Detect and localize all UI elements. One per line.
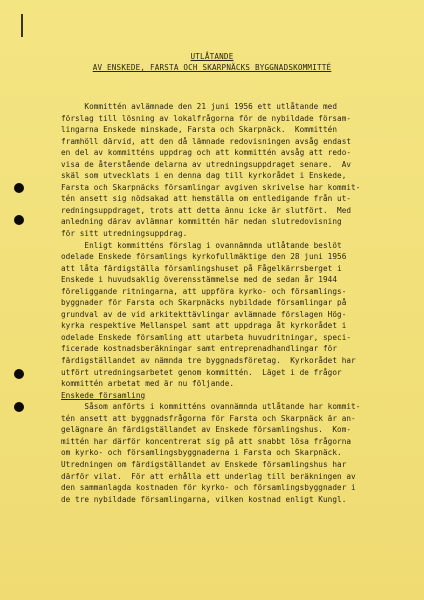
text-line: om kyrko- och församlingsbyggnaderna i Farsta och Skarpnäck. bbox=[61, 448, 342, 458]
punch-hole bbox=[14, 215, 24, 225]
text-line: lingarna Enskede minskade, Farsta och Skarpnäck. Kommittén bbox=[61, 125, 338, 135]
punch-hole bbox=[14, 183, 24, 193]
text-line: grundval av de vid arkitekttävlingar avlämnade förslagen Hög- bbox=[61, 309, 347, 319]
text-line: föreliggande ritningarna, att uppföra kyrko- och församlings- bbox=[61, 286, 347, 296]
text-line: anledning därav avlämnar kommittén här nedan slutredovisning bbox=[61, 217, 342, 227]
text-line: redningsuppdraget, trots att detta ännu icke är slutfört. Med bbox=[61, 205, 352, 215]
text-line: byggnader för Farsta och Skarpnäcks nybildade församlingar på bbox=[61, 298, 347, 308]
text-line: därför vilat. För att erhålla ett underlag till beräkningen av bbox=[61, 471, 356, 481]
text-line: Enligt kommitténs förslag i ovannämnda utlåtande beslöt bbox=[61, 240, 342, 250]
document-title: UTLÅTANDE bbox=[190, 52, 234, 61]
text-line: gelägnare än färdigställandet av Enskede församlingshus. Kom- bbox=[61, 425, 352, 435]
text-line: för sitt utredningsuppdrag. bbox=[61, 229, 188, 239]
text-line: odelade Enskede församlings kyrkofullmäktige den 28 juni 1956 bbox=[61, 252, 347, 262]
text-line: den sammanlagda kostnaden för kyrko- och församlingsbyggnader i bbox=[61, 483, 356, 493]
text-line: odelade Enskede församling att utarbeta huvudritningar, speci- bbox=[61, 332, 352, 342]
text-line: kyrka respektive Mellanspel samt att uppdraga åt kyrkorådet i bbox=[61, 321, 347, 331]
text-line: förslag till lösning av lokalfrågorna för de nybildade försam- bbox=[61, 113, 352, 123]
text-line: de tre nybildade församlingarna, vilken kostnad enligt Kungl. bbox=[61, 494, 347, 504]
text-line: färdigställandet av nämnda tre byggnadsföretag. Kyrkorådet har bbox=[61, 356, 356, 366]
punch-hole bbox=[14, 369, 24, 379]
text-line: utfört utredningsarbetet genom kommittén. Läget i de frågor bbox=[61, 367, 342, 377]
text-line: en del av kommitténs uppdrag och att kommittén avsåg att redo- bbox=[61, 148, 352, 158]
text-line: Farsta och Skarpnäcks församlingar avgiven skrivelse har kommit- bbox=[61, 182, 361, 192]
punch-hole bbox=[14, 402, 24, 412]
text-line: Kommittén avlämnade den 21 juni 1956 ett utlåtande med bbox=[61, 102, 338, 111]
text-line: Såsom anförts i kommitténs ovannämnda utlåtande har kommit- bbox=[61, 402, 361, 412]
text-line: mittén har därför koncentrerat sig på att snabbt lösa frågorna bbox=[61, 436, 352, 446]
section-heading: Enskede församling bbox=[61, 390, 146, 400]
text-line: kommittén arbetat med är nu följande. bbox=[61, 379, 235, 389]
text-line: tén ansett sig nödsakad att hemställa om entledigande från ut- bbox=[61, 194, 352, 204]
text-line: att låta färdigställa församlingshuset på Fågelkärrsberget i bbox=[61, 263, 342, 273]
text-line: ficerade kostnadsberäkningar samt entreprenadhandlingar för bbox=[61, 344, 338, 354]
document-body bbox=[61, 101, 411, 505]
text-line: framhöll därvid, att den då lämnade redovisningen avsåg endast bbox=[61, 136, 352, 146]
document-subtitle: AV ENSKEDE, FARSTA OCH SKARPNÄCKS BYGGNADSKOMMITTÉ bbox=[92, 63, 332, 72]
text-line: Enskede i huvudsaklig överensstämmelse med de sedan år 1944 bbox=[61, 275, 338, 285]
text-line: tén ansett att byggnadsfrågorna för Farsta och Skarpnäck är an- bbox=[61, 413, 356, 423]
text-line: skäl som utvecklats i en denna dag till kyrkorådet i Enskede, bbox=[61, 171, 347, 181]
text-line: Utredningen om färdigställandet av Enskede församlingshus har bbox=[61, 459, 347, 469]
margin-rule bbox=[21, 14, 23, 37]
text-line: visa de återstående delarna av utredningsuppdraget senare. Av bbox=[61, 159, 352, 169]
